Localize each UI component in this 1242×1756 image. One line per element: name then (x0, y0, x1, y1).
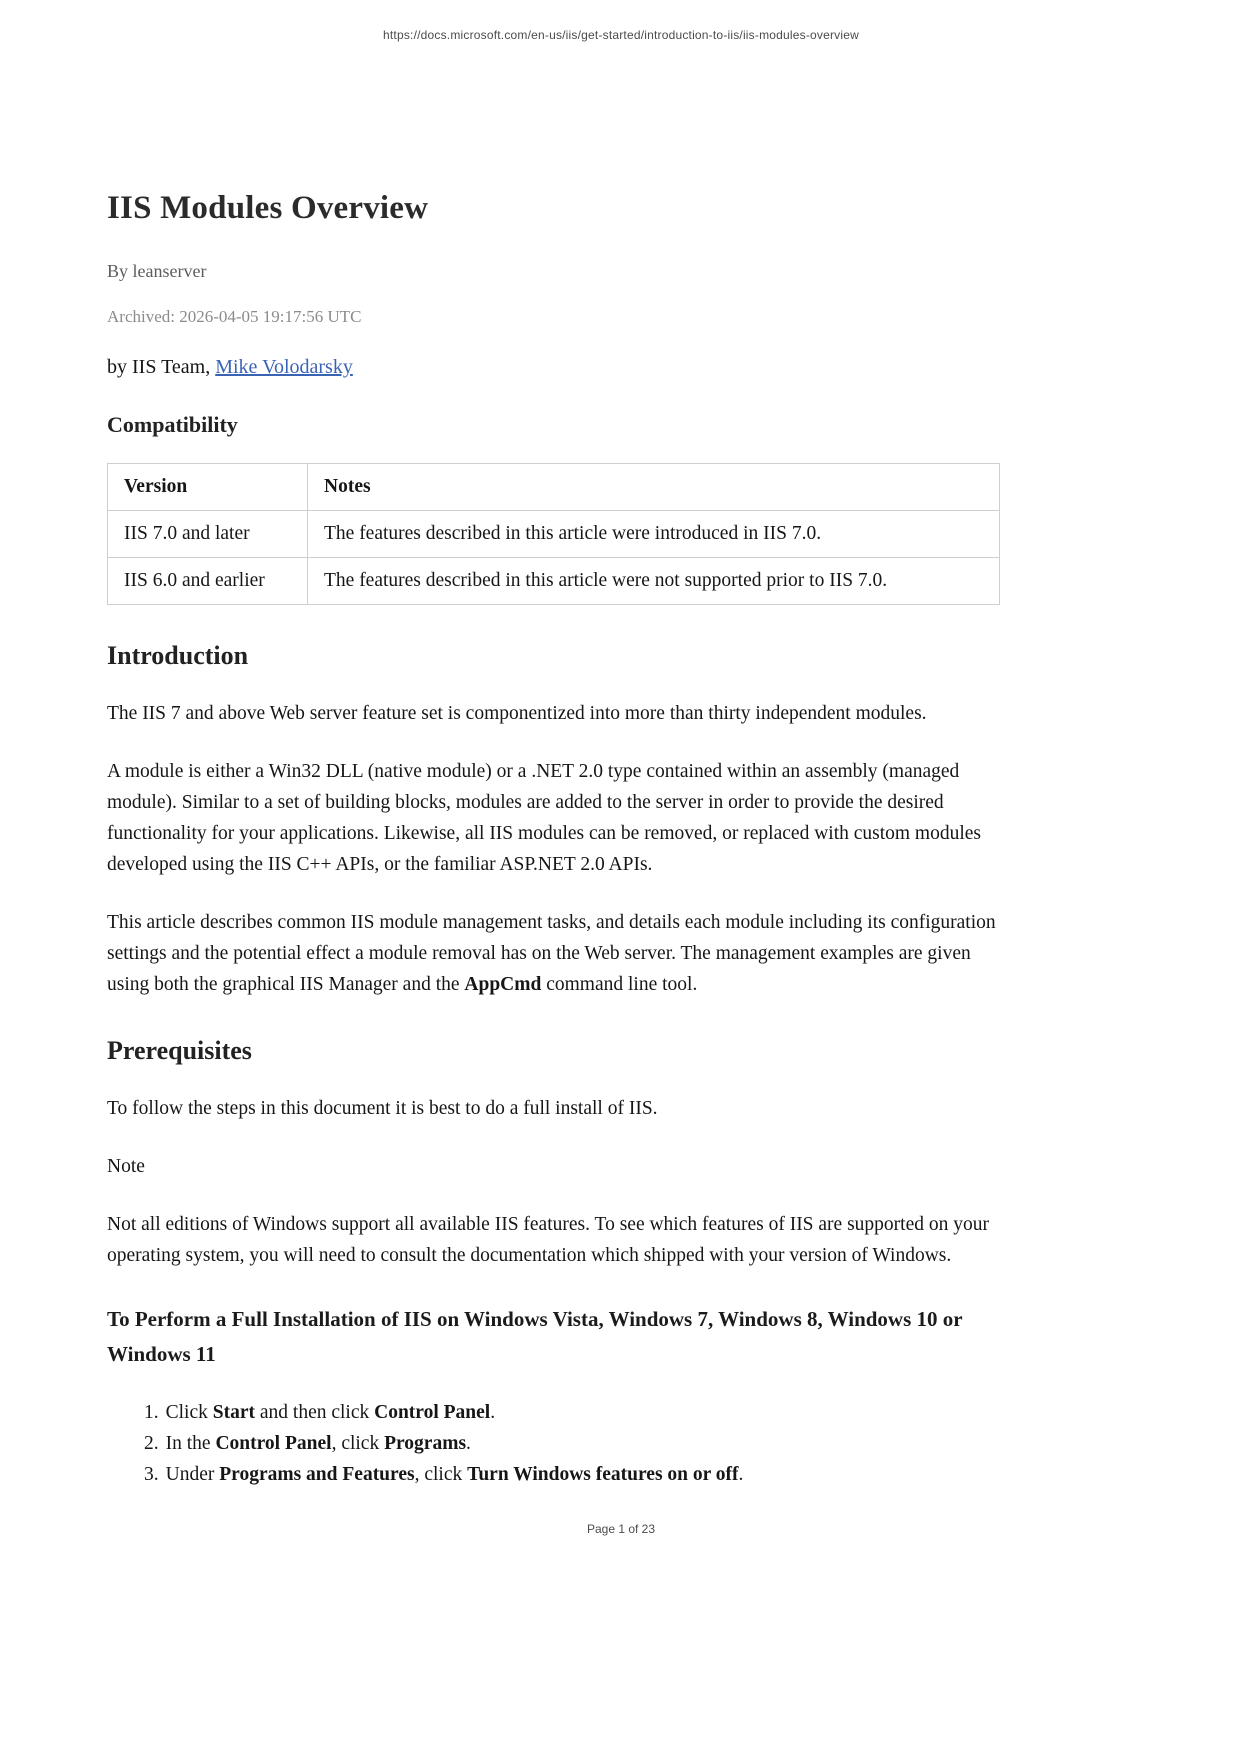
table-row (108, 558, 1000, 605)
step-text: In the (165, 1433, 216, 1454)
step-text: . (738, 1464, 744, 1485)
intro-paragraph-1: The IIS 7 and above Web server feature set is componentized into more than thirty independent modules. (107, 703, 927, 724)
step-text: . (490, 1402, 496, 1423)
table-row (108, 511, 1000, 558)
note-label: Note (107, 1156, 145, 1177)
step-emphasis: Programs and Features (219, 1464, 415, 1485)
step-text: and then click (255, 1402, 375, 1423)
table-header-row (108, 464, 1000, 511)
prereq-paragraph-1: To follow the steps in this document it is best to do a full install of IIS. (107, 1098, 658, 1119)
heading-introduction: Introduction (107, 641, 249, 670)
cell-version: IIS 6.0 and earlier (108, 558, 308, 605)
author-prefix: by IIS Team, (107, 356, 216, 378)
list-number: 1. (144, 1402, 159, 1423)
archived-timestamp: Archived: 2026-04-05 19:17:56 UTC (107, 307, 362, 326)
step-emphasis: Control Panel (374, 1402, 491, 1423)
cell-notes: The features described in this article were not supported prior to IIS 7.0. (308, 558, 1000, 605)
list-number: 3. (144, 1464, 159, 1485)
cell-notes: The features described in this article were introduced in IIS 7.0. (308, 511, 1000, 558)
author-link[interactable]: Mike Volodarsky (215, 356, 353, 378)
author-line (107, 356, 1000, 379)
step-emphasis: Start (212, 1402, 255, 1423)
column-header-version: Version (108, 464, 308, 511)
compatibility-table (107, 463, 1000, 605)
step-text: Under (165, 1464, 220, 1485)
heading-compatibility: Compatibility (107, 412, 238, 437)
step-emphasis: Turn Windows features on or off (467, 1464, 739, 1485)
appcmd-emphasis: AppCmd (464, 974, 542, 995)
article-content (107, 190, 1000, 1490)
cell-version: IIS 7.0 and later (108, 511, 308, 558)
step-text: Click (165, 1402, 213, 1423)
intro-paragraph-3 (107, 907, 1000, 1000)
heading-prerequisites: Prerequisites (107, 1036, 252, 1065)
print-footer-page-number: Page 1 of 23 (586, 1522, 656, 1536)
byline: By leanserver (107, 261, 207, 281)
prereq-paragraph-2: Not all editions of Windows support all available IIS features. To see which features of IIS are supported on your operating system, you will need to consult the documentation which shipped with your version of Windows. (107, 1214, 989, 1266)
list-item-step-1 (144, 1397, 1000, 1428)
page-title: IIS Modules Overview (107, 190, 429, 226)
step-emphasis: Programs (384, 1433, 467, 1454)
paragraph-text: command line tool. (541, 974, 698, 995)
column-header-notes: Notes (308, 464, 1000, 511)
step-text: , click (331, 1433, 385, 1454)
list-item-step-3 (144, 1459, 1000, 1490)
install-steps-list (107, 1397, 1000, 1490)
step-text: , click (414, 1464, 468, 1485)
paragraph-text: This article describes common IIS module management tasks, and details each module including its configuration settings and the potential effect a module removal has on the Web server. The management examples are given using both the graphical IIS Manager and the (107, 912, 996, 995)
intro-paragraph-2: A module is either a Win32 DLL (native module) or a .NET 2.0 type contained within an assembly (managed module). Similar to a set of building blocks, modules are added to the server in order to provide the desired functionality for your applications. Likewise, all IIS modules can be removed, or replaced with custom modules developed using the IIS C++ APIs, or the familiar ASP.NET 2.0 APIs. (107, 761, 982, 875)
print-header-url: https://docs.microsoft.com/en-us/iis/get-started/introduction-to-iis/iis-modules-overview (383, 28, 859, 42)
step-text: . (466, 1433, 471, 1454)
step-emphasis: Control Panel (215, 1433, 332, 1454)
list-item-step-2 (144, 1428, 1000, 1459)
list-number: 2. (144, 1433, 159, 1454)
subheading-full-install: To Perform a Full Installation of IIS on Windows Vista, Windows 7, Windows 8, Windows 10 or Windows 11 (107, 1307, 963, 1366)
